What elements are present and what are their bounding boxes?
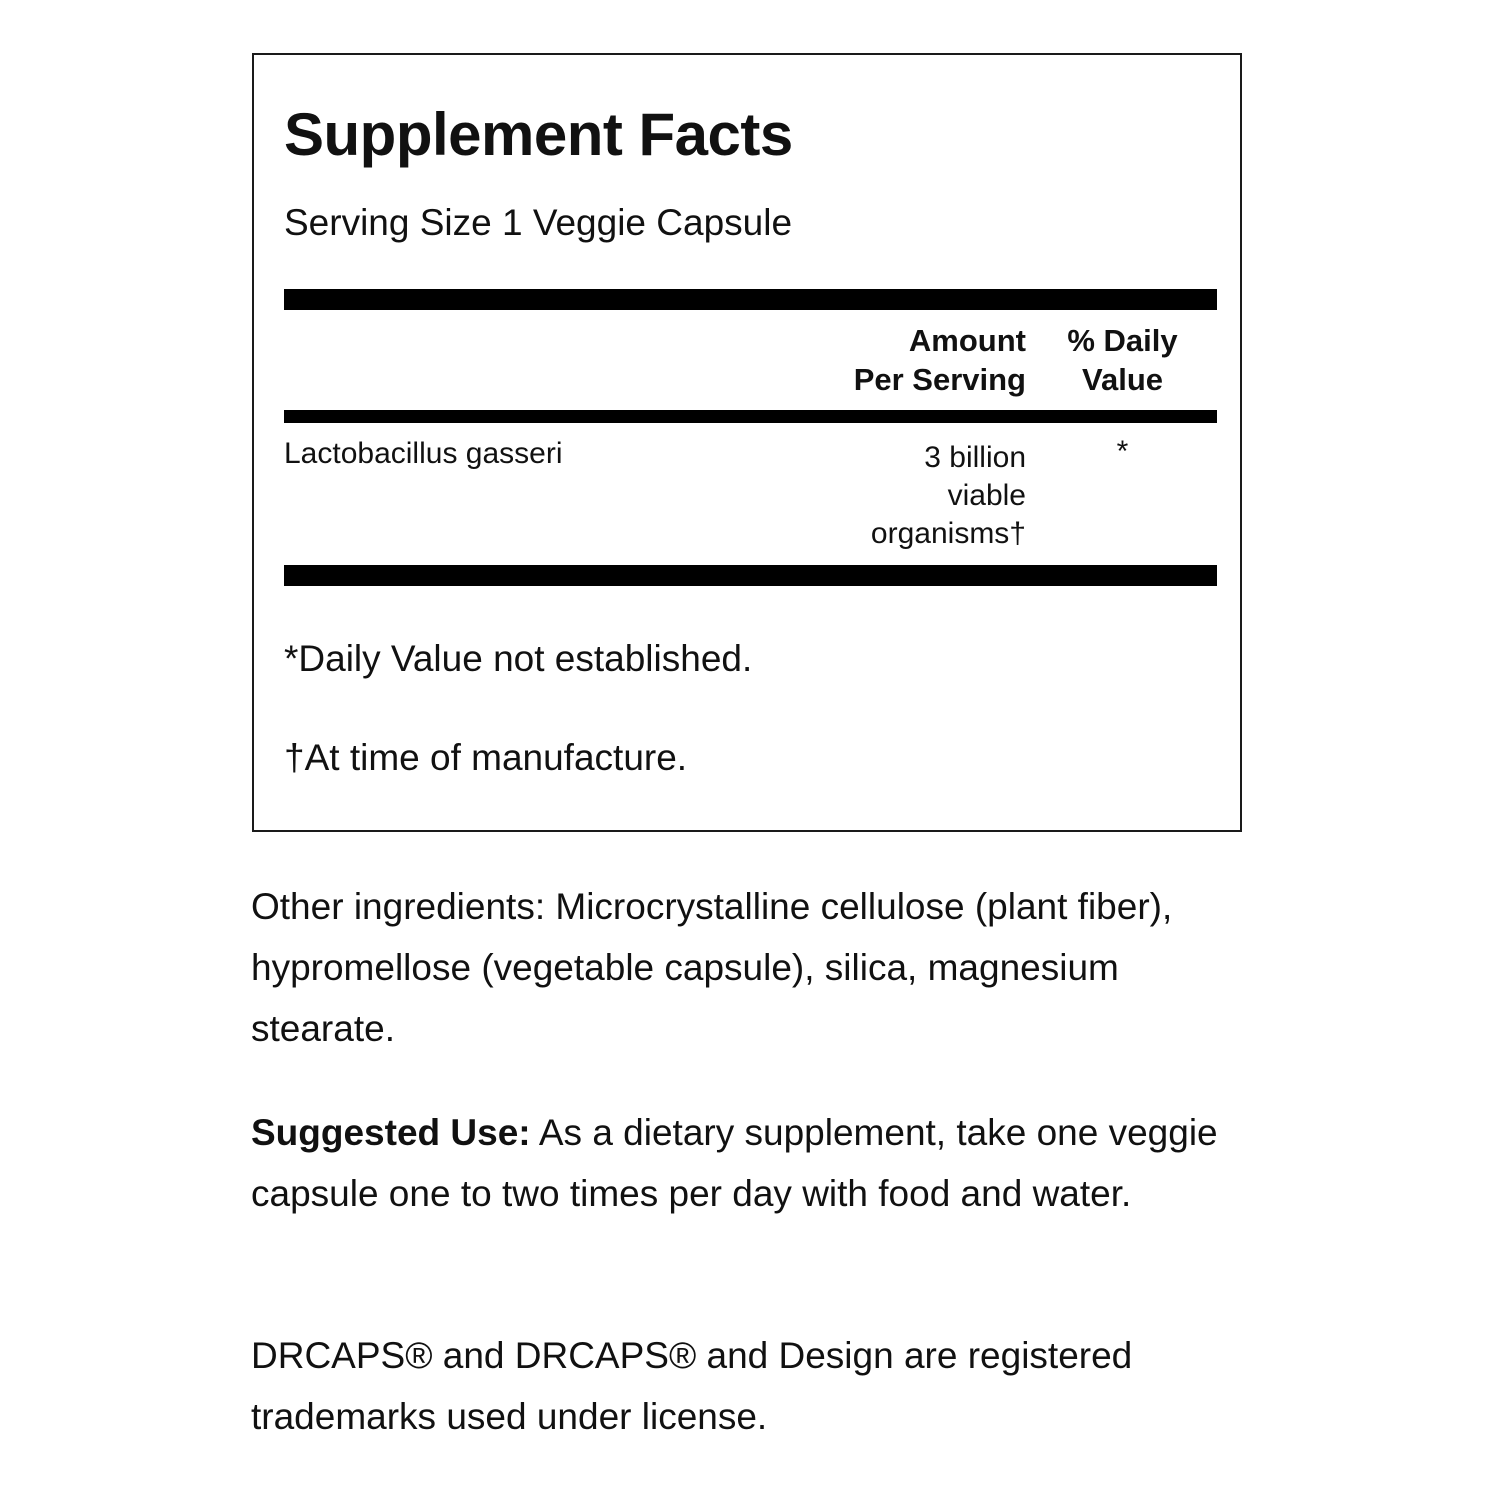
daily-value-header-line-1: % Daily: [1067, 323, 1178, 358]
daily-value-header-line-2: Value: [1082, 362, 1163, 397]
ingredient-daily-value: *: [1116, 435, 1129, 468]
thick-divider: [284, 289, 1217, 310]
suggested-use-label: Suggested Use:: [251, 1112, 531, 1153]
suggested-use-text: As a dietary supplement, take one veggie capsule one to two times per day with food and water.: [251, 1112, 1218, 1214]
other-ingredients: Other ingredients: Microcrystalline cellulose (plant fiber), hypromellose (vegetable capsule), silica, magnesium stearate.: [251, 886, 1173, 1049]
thick-divider-bottom: [284, 565, 1217, 586]
ingredient-amount-line-2: viable: [947, 479, 1026, 512]
serving-size: Serving Size 1 Veggie Capsule: [284, 202, 793, 243]
ingredient-amount-line-1: 3 billion: [924, 441, 1026, 474]
footnote-daily-value: *Daily Value not established.: [284, 638, 753, 679]
amount-per-serving-header: [854, 321, 1026, 399]
supplement-facts-panel: [252, 53, 1242, 832]
ingredient-amount-line-3: organisms†: [870, 517, 1026, 550]
ingredient-name: Lactobacillus gasseri: [284, 437, 563, 470]
suggested-use: [251, 1102, 1256, 1224]
ingredient-amount: [806, 439, 1026, 553]
daily-value-header: [1044, 321, 1201, 399]
facts-title: Supplement Facts: [284, 101, 793, 168]
amount-header-line-2: Per Serving: [853, 362, 1026, 397]
amount-header-line-1: Amount: [908, 323, 1026, 358]
medium-divider: [284, 410, 1217, 423]
footnote-manufacture: †At time of manufacture.: [284, 737, 688, 778]
trademark-notice: DRCAPS® and DRCAPS® and Design are registered trademarks used under license.: [251, 1335, 1133, 1437]
